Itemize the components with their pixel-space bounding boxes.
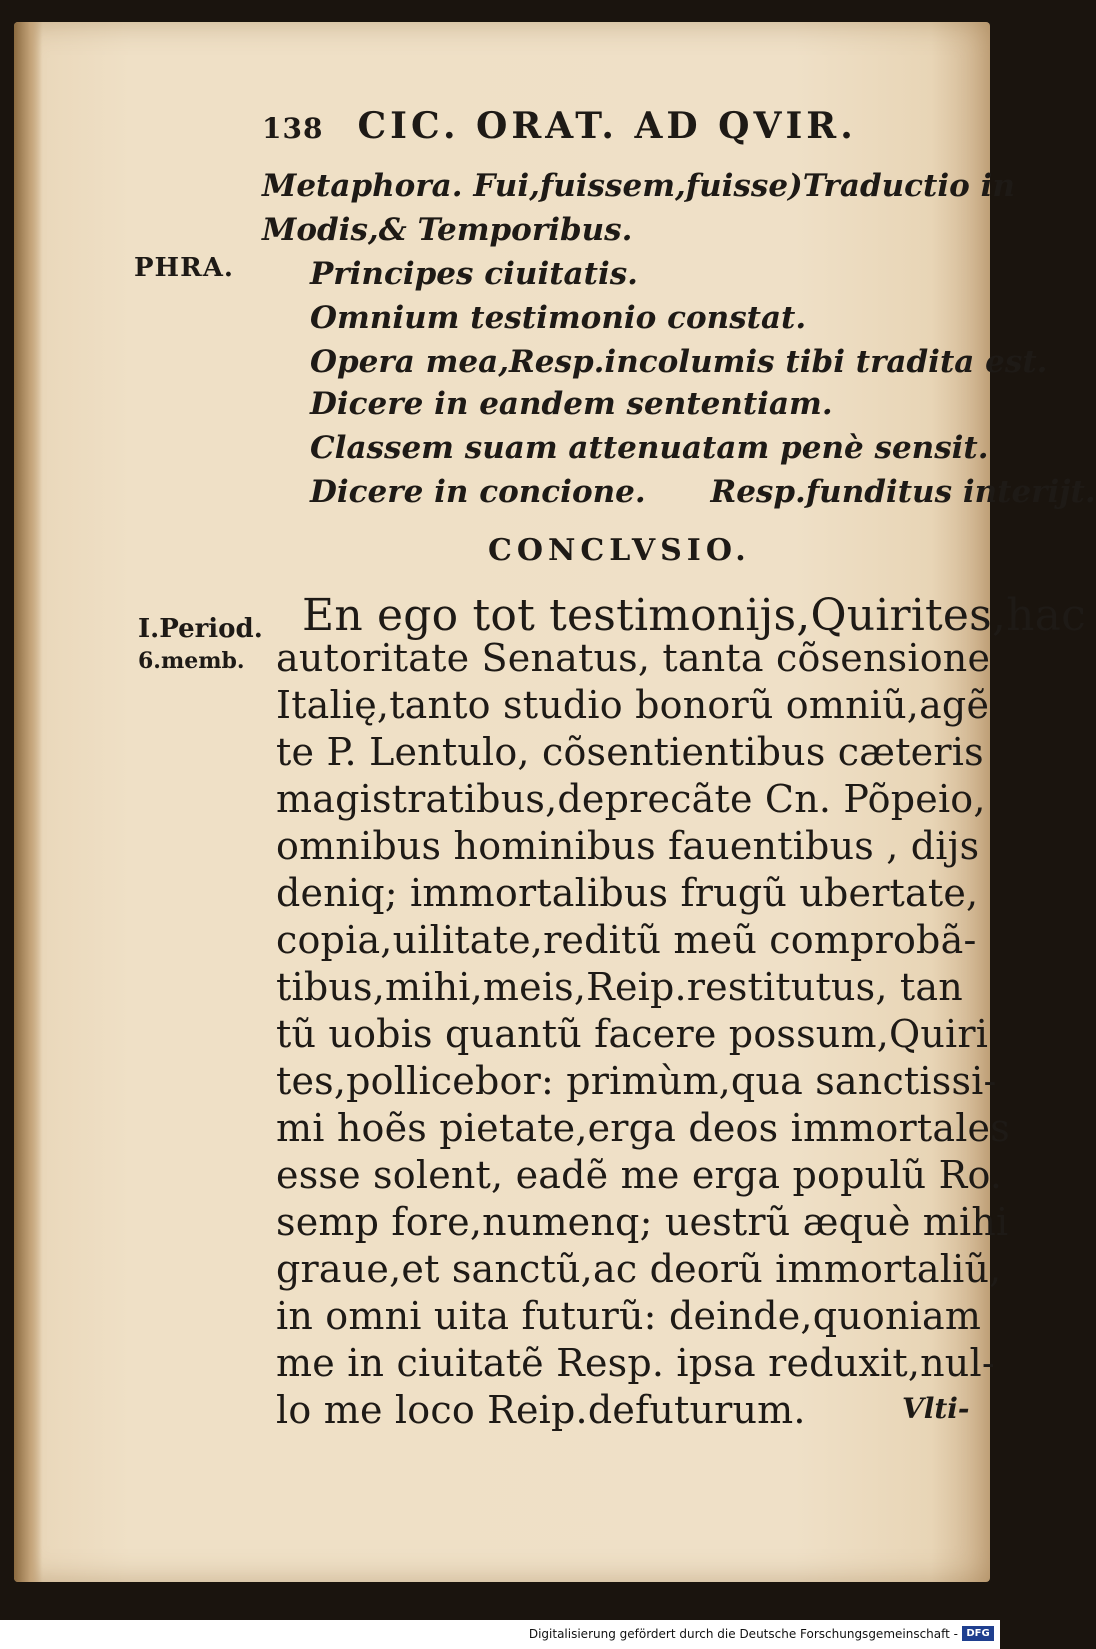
body-line: magistratibus,deprecãte Cn. Põpeio, bbox=[276, 777, 986, 821]
margin-note-period: I.Period. bbox=[138, 614, 263, 644]
body-line: copia,uilitate,reditũ meũ comprobã- bbox=[276, 918, 977, 962]
body-line: tibus,mihi,meis,Reip.restitutus, tan bbox=[276, 965, 963, 1009]
phrases-label: PHRA. bbox=[134, 253, 234, 283]
section-title: CONCLVSIO. bbox=[488, 533, 751, 568]
intro-line: Modis,& Temporibus. bbox=[262, 212, 633, 248]
digitization-footer bbox=[0, 1620, 1000, 1649]
dfg-logo-icon: DFG bbox=[962, 1626, 994, 1641]
running-title: CIC. ORAT. AD QVIR. bbox=[357, 105, 857, 147]
body-line: me in ciuitatẽ Resp. ipsa reduxit,nul- bbox=[276, 1341, 995, 1385]
body-line: tũ uobis quantũ facere possum,Quiri bbox=[276, 1012, 989, 1056]
running-header bbox=[262, 105, 857, 147]
body-line: in omni uita futurũ: deinde,quoniam bbox=[276, 1294, 982, 1338]
body-line: semp fore,numenq; uestrũ æquè mihi bbox=[276, 1200, 1009, 1244]
body-line: omnibus hominibus fauentibus , dijs bbox=[276, 824, 980, 868]
phrase-line: Principes ciuitatis. bbox=[310, 256, 638, 292]
body-line: autoritate Senatus, tanta cõsensione bbox=[276, 636, 991, 680]
catchword: Vlti- bbox=[902, 1392, 970, 1425]
margin-note-member: 6.memb. bbox=[138, 648, 245, 674]
body-line: mi hoẽs pietate,erga deos immortales bbox=[276, 1106, 1010, 1150]
body-line: tes,pollicebor: primùm,qua sanctissi- bbox=[276, 1059, 997, 1103]
phrase-line: Classem suam attenuatam penè sensit. bbox=[310, 430, 989, 466]
body-line: En ego tot testimonijs,Quirites,hac bbox=[302, 590, 1086, 641]
page-gutter bbox=[14, 22, 42, 1582]
body-line: esse solent, eadẽ me erga populũ Ro. bbox=[276, 1153, 1003, 1197]
body-line: graue,et sanctũ,ac deorũ immortaliũ, bbox=[276, 1247, 1002, 1291]
page-number: 138 bbox=[262, 112, 324, 145]
body-line: te P. Lentulo, cõsentientibus cæteris bbox=[276, 730, 984, 774]
body-line: deniq; immortalibus frugũ ubertate, bbox=[276, 871, 979, 915]
intro-line: Metaphora. Fui,fuissem,fuisse)Traductio in bbox=[262, 168, 1015, 204]
phrase-line: Omnium testimonio constat. bbox=[310, 300, 807, 336]
body-line: lo me loco Reip.defuturum. bbox=[276, 1388, 806, 1432]
phrase-line: Dicere in concione. Resp.funditus interijt. bbox=[310, 474, 1096, 510]
phrase-line: Opera mea,Resp.incolumis tibi tradita est. bbox=[310, 344, 1048, 380]
body-line: Italię,tanto studio bonorũ omniũ,agẽ bbox=[276, 683, 990, 727]
footer-text: Digitalisierung gefördert durch die Deutsche Forschungsgemeinschaft - bbox=[528, 1627, 958, 1641]
phrase-line: Dicere in eandem sententiam. bbox=[310, 386, 833, 422]
